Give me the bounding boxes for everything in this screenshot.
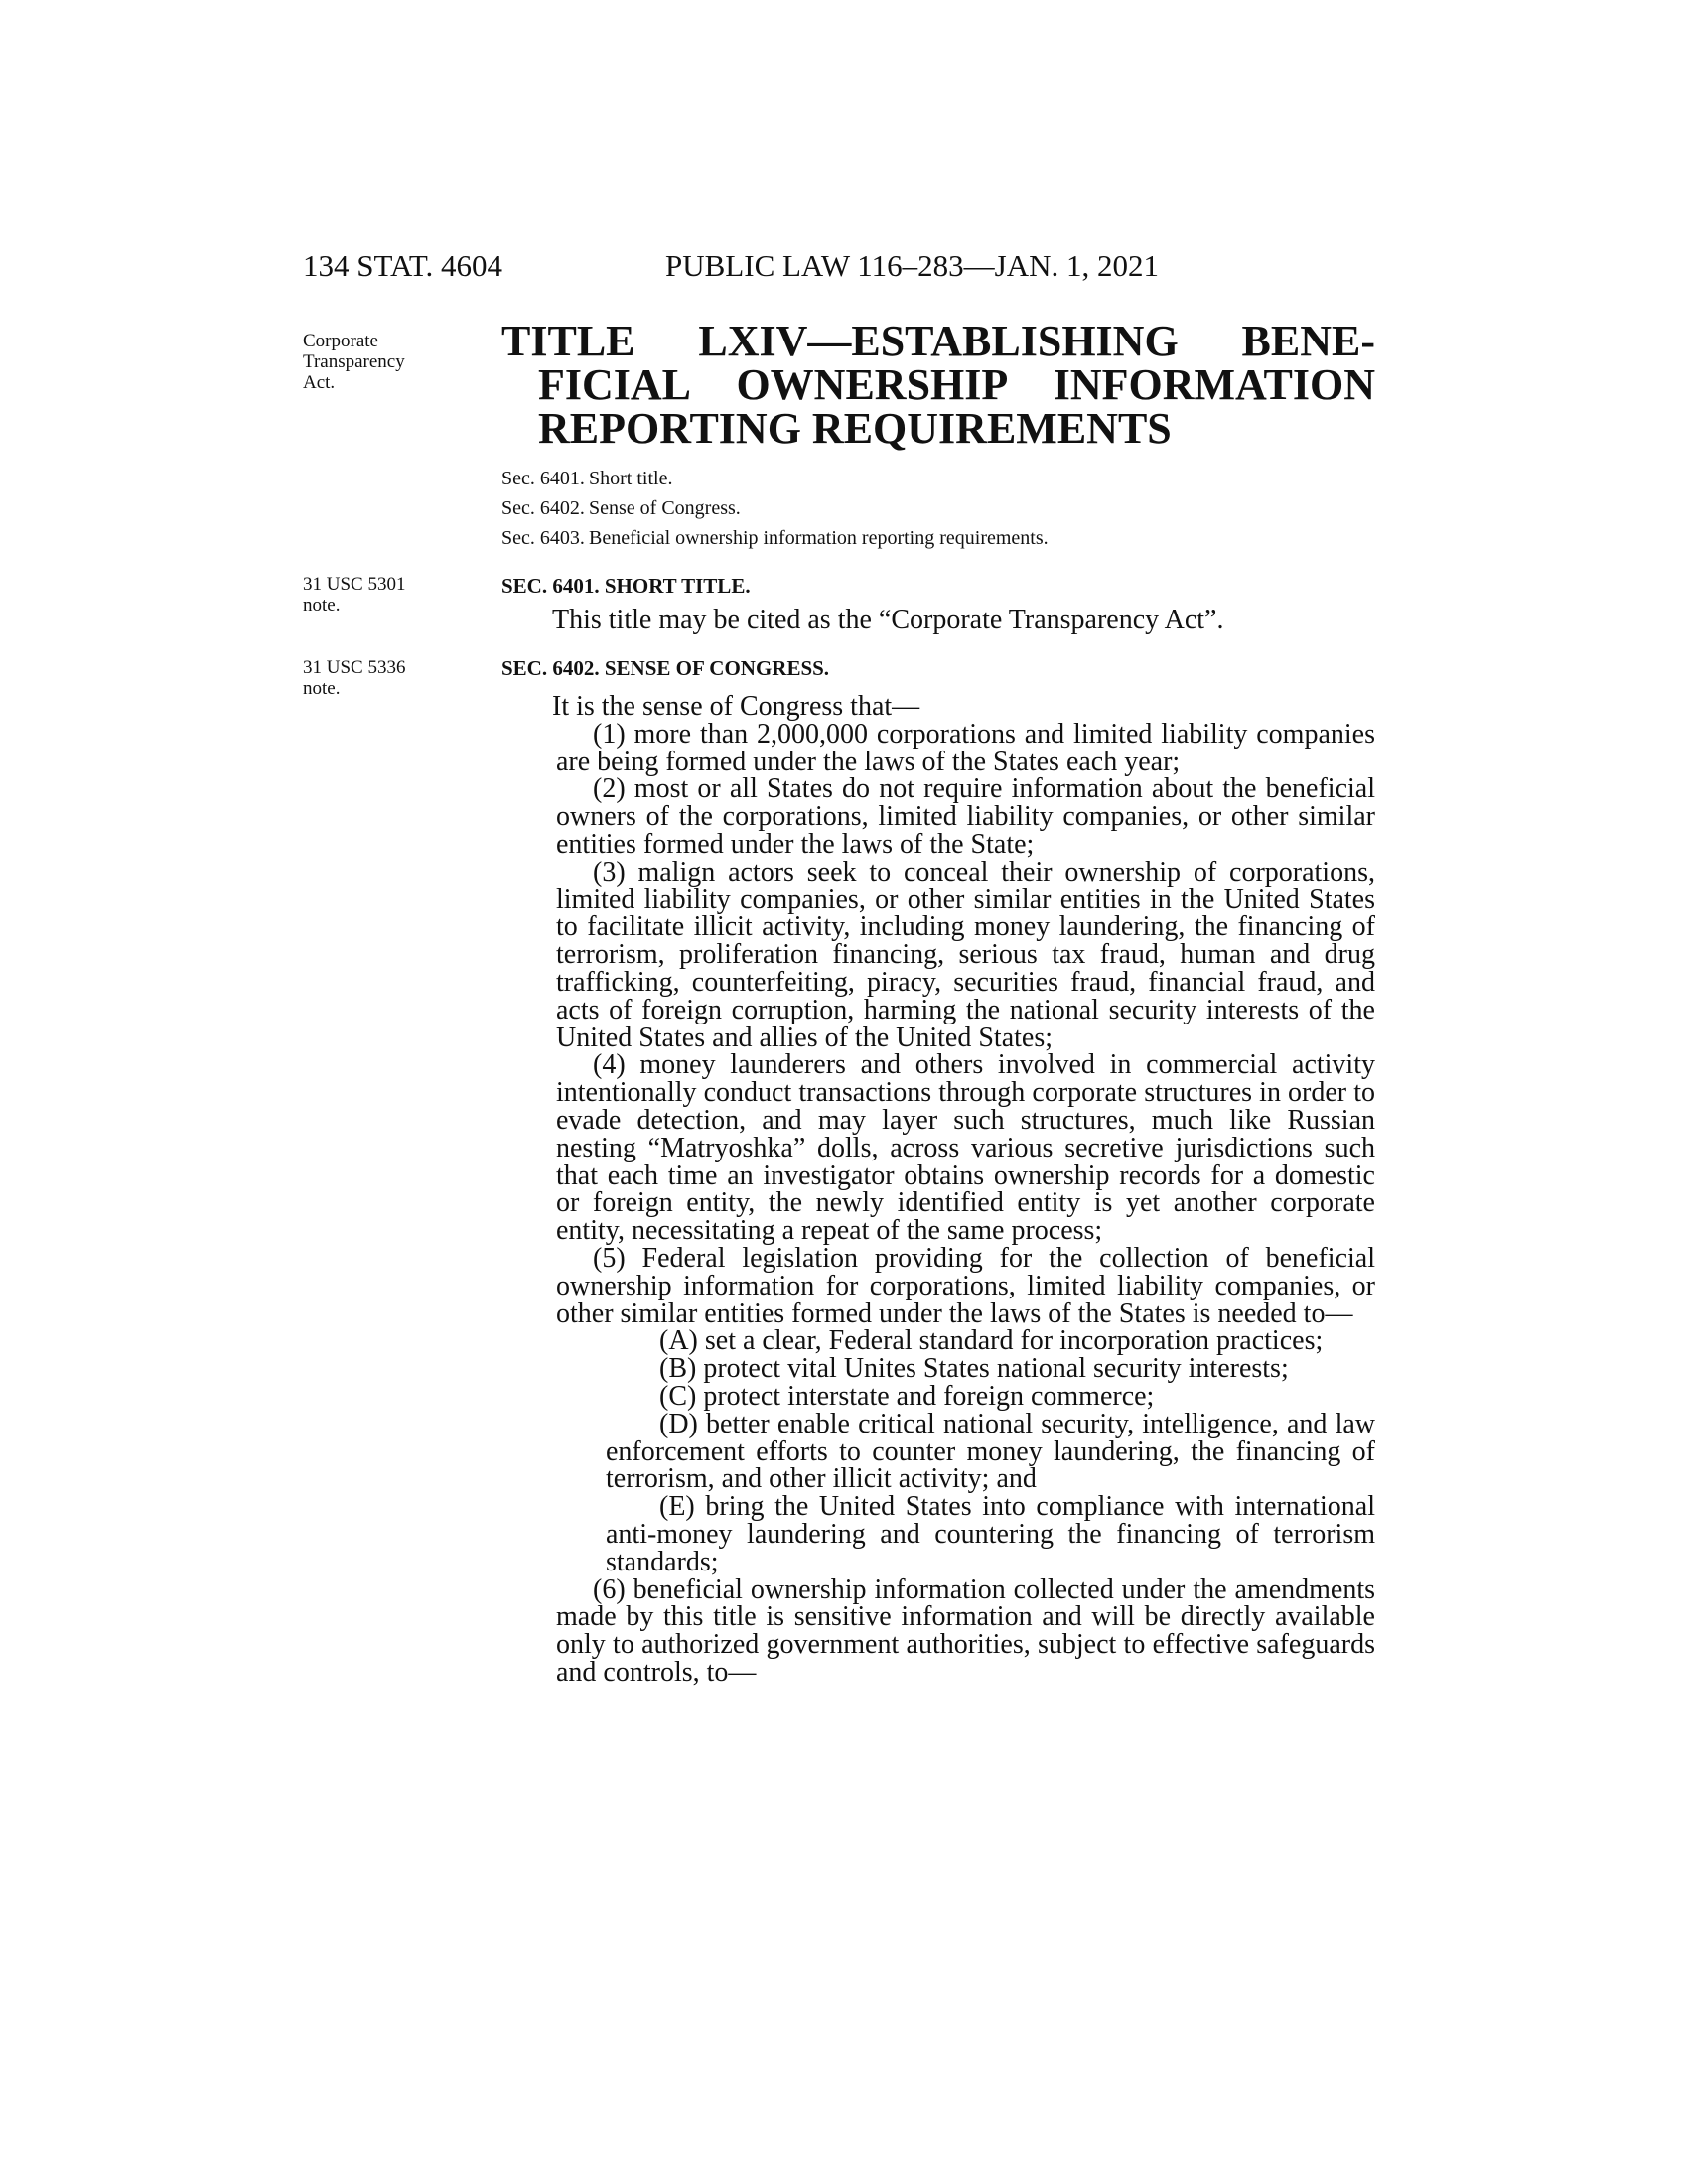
margin-note-line: 31 USC 5301 xyxy=(303,574,406,595)
toc-section-label: Sense of Congress. xyxy=(589,497,741,519)
title-line-1 xyxy=(501,317,1375,365)
title-word: LXIV—ESTABLISHING xyxy=(698,317,1179,365)
margin-note-act xyxy=(303,331,442,393)
toc-section-label: Short title. xyxy=(589,468,673,489)
title-word: INFORMATION xyxy=(1053,360,1375,409)
paragraph-5-c: (C) protect interstate and foreign commerce; xyxy=(659,1380,1155,1412)
margin-note-line: 31 USC 5336 xyxy=(303,657,406,678)
margin-note-line: Transparency xyxy=(303,351,405,372)
title-heading xyxy=(501,317,1375,453)
paragraph-5: (5) Federal legislation providing for the collection of beneficial ownership information for corporations, limited liability companies, or other similar entities formed under the laws of the States is needed to— xyxy=(556,1242,1375,1329)
margin-note-5301 xyxy=(303,574,442,615)
title-word: BENE- xyxy=(1241,317,1375,365)
section-body xyxy=(501,607,1375,634)
paragraph-4: (4) money launderers and others involved in commercial activity intentionally conduct transactions through corporate structures in order to evade detection, and may layer such structures, much like Russian nesting “Matryoshka” dolls, across various secretive jurisdictions such that each time an investigator obtains ownership records for a domestic or foreign entity, the newly identified entity is yet another corporate entity, necessitating a repeat of the same process; xyxy=(556,1049,1375,1247)
paragraph-6: (6) beneficial ownership information collected under the amendments made by this title is sensitive information and will be directly available only to authorized government authorities, subject to effective safeguards and controls, to— xyxy=(556,1573,1375,1688)
title-word: FICIAL xyxy=(538,360,692,409)
toc-item xyxy=(501,493,1375,523)
paragraph-5-e: (E) bring the United States into compliance with international anti-money laundering and countering the financing of terrorism standards; xyxy=(606,1491,1375,1577)
section-body xyxy=(501,693,1375,1687)
toc-section-number: Sec. 6401. xyxy=(501,468,585,489)
margin-note-line: Act. xyxy=(303,372,336,393)
toc-item xyxy=(501,523,1375,553)
margin-note-line: note. xyxy=(303,678,341,699)
title-line-3 xyxy=(501,404,1375,453)
margin-note-5336 xyxy=(303,657,442,699)
paragraph-5-a: (A) set a clear, Federal standard for incorporation practices; xyxy=(659,1325,1324,1357)
paragraph-2: (2) most or all States do not require information about the beneficial owners of the corporations, limited liability companies, or other similar entities formed under the laws of the State; xyxy=(556,773,1375,860)
toc-section-number: Sec. 6402. xyxy=(501,497,585,519)
paragraph-5-b: (B) protect vital Unites States national security interests; xyxy=(659,1353,1289,1385)
paragraph-5-d: (D) better enable critical national security, intelligence, and law enforcement efforts to counter money laundering, the financing of terrorism, and other illicit activity; and xyxy=(606,1408,1375,1495)
intro-paragraph: It is the sense of Congress that— xyxy=(552,691,920,722)
section-paragraph: This title may be cited as the “Corporate Transparency Act”. xyxy=(552,605,1224,635)
toc-section-label: Beneficial ownership information reporting requirements. xyxy=(589,527,1049,549)
title-word: OWNERSHIP xyxy=(736,360,1009,409)
title-line-2 xyxy=(501,360,1375,409)
section-6402 xyxy=(501,655,1375,1687)
paragraph-1: (1) more than 2,000,000 corporations and limited liability companies are being formed under the laws of the States each year; xyxy=(556,718,1375,777)
margin-note-line: note. xyxy=(303,595,341,615)
table-of-contents xyxy=(501,464,1375,553)
title-word: REPORTING REQUIREMENTS xyxy=(538,404,1172,453)
stat-page-number: 134 STAT. 4604 xyxy=(303,248,503,283)
section-heading: SEC. 6401. SHORT TITLE. xyxy=(501,574,751,598)
public-law-citation: PUBLIC LAW 116–283—JAN. 1, 2021 xyxy=(665,248,1159,283)
toc-item xyxy=(501,464,1375,493)
section-heading: SEC. 6402. SENSE OF CONGRESS. xyxy=(501,656,830,680)
toc-section-number: Sec. 6403. xyxy=(501,527,585,549)
section-6401 xyxy=(501,573,1375,634)
paragraph-3: (3) malign actors seek to conceal their ownership of corporations, limited liability companies, or other similar entities in the United States to facilitate illicit activity, including money laundering, the financing of terrorism, proliferation financing, serious tax fraud, human and drug trafficking, counterfeiting, piracy, securities fraud, financial fraud, and acts of foreign corruption, harming the national security interests of the United States and allies of the United States; xyxy=(556,856,1375,1053)
running-header xyxy=(303,246,1370,286)
title-word: TITLE xyxy=(501,317,635,365)
margin-note-line: Corporate xyxy=(303,331,378,351)
